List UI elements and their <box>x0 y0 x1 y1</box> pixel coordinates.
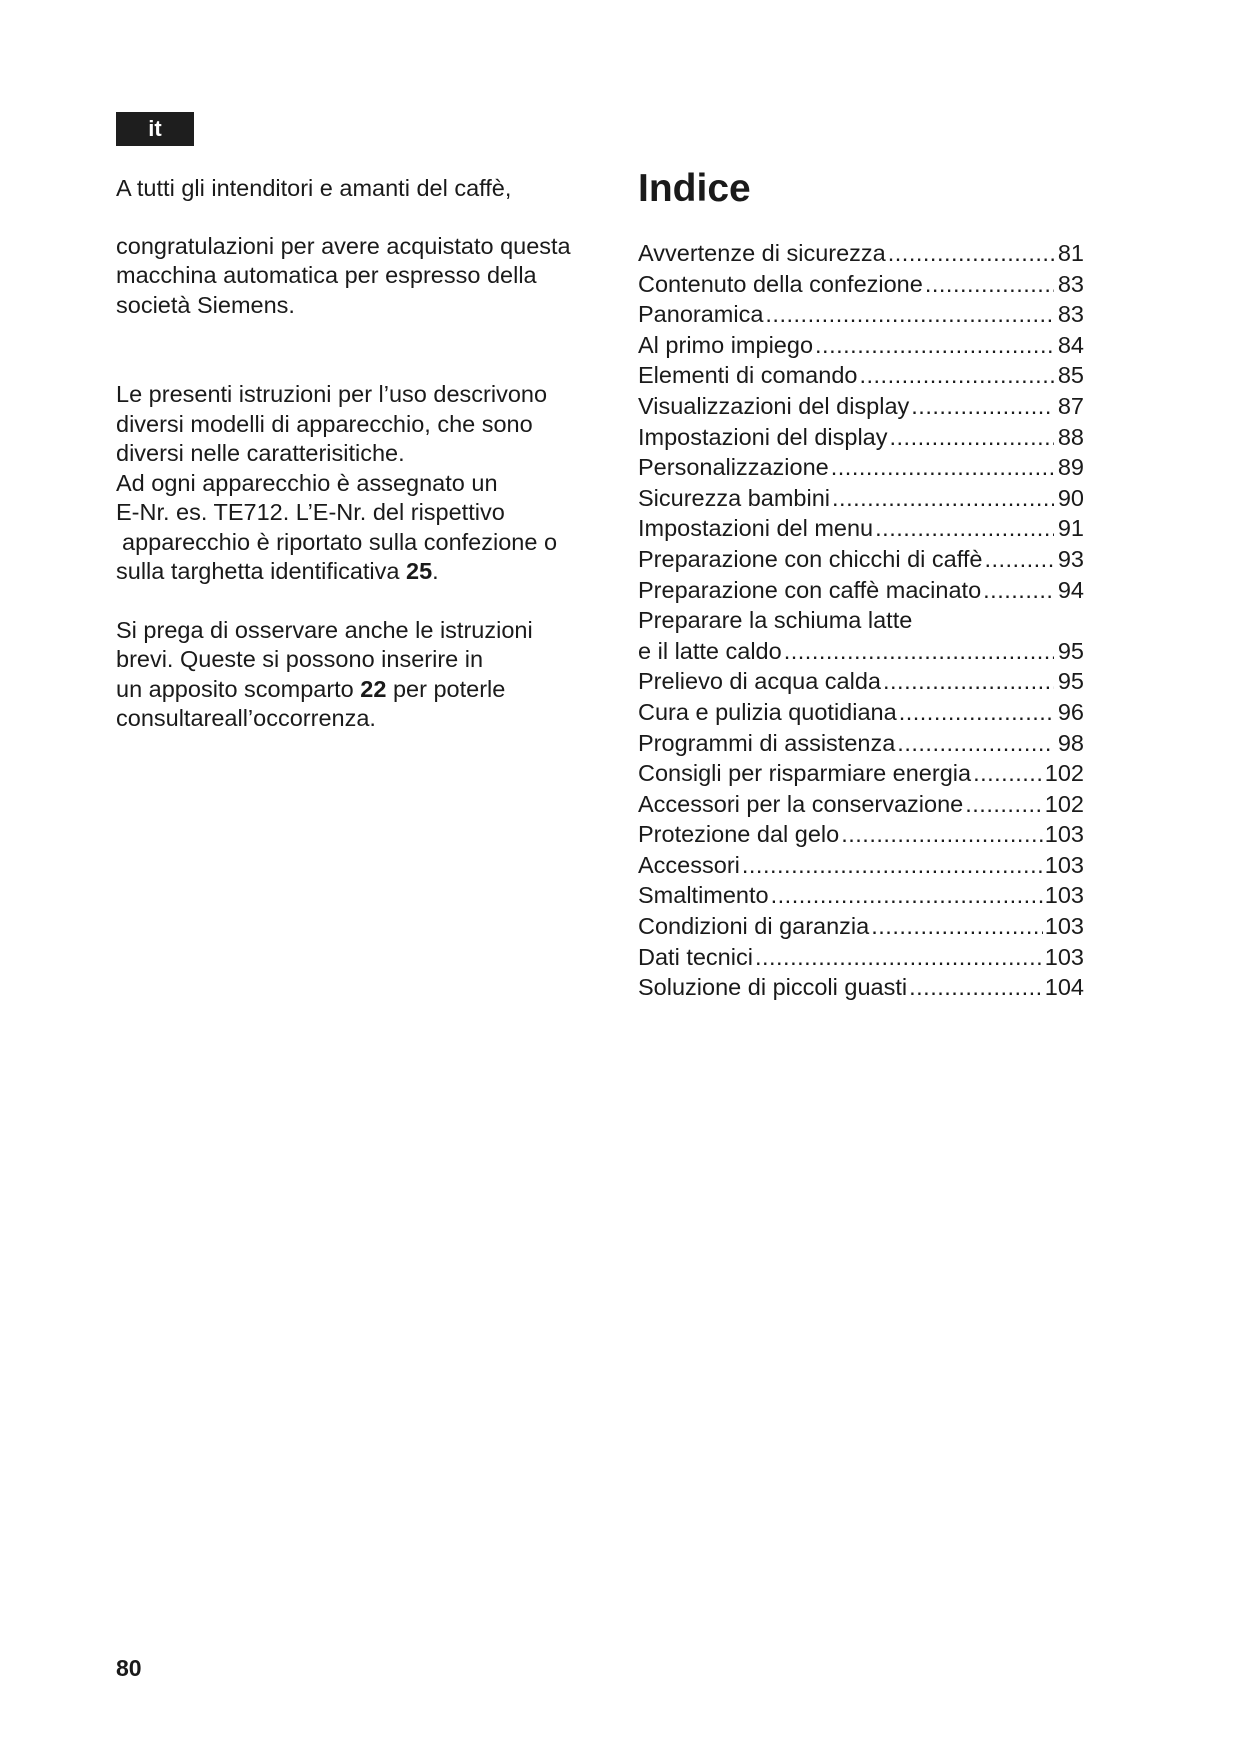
text-line: E-Nr. es. TE712. L’E-Nr. del rispettivo <box>116 499 505 525</box>
toc-entry-page: 83 <box>1057 301 1084 328</box>
toc-entry <box>638 758 1084 789</box>
toc-entry <box>638 544 1084 575</box>
text-line: Ad ogni apparecchio è assegnato un <box>116 469 498 496</box>
toc-leader-dots <box>765 299 1054 330</box>
greeting: A tutti gli intenditori e amanti del caffè, <box>116 175 512 201</box>
toc-entry-page: 85 <box>1057 362 1084 389</box>
toc-entry <box>638 880 1084 911</box>
toc-entry-page: 83 <box>1057 270 1084 297</box>
index-title: Indice <box>638 167 751 210</box>
toc-entry <box>638 850 1084 881</box>
toc-leader-dots <box>899 697 1054 728</box>
toc-entry-title: Preparazione con caffè macinato <box>638 576 982 603</box>
toc-entry-title: Impostazioni del menu <box>638 515 874 542</box>
toc-entry-title: e il latte caldo <box>638 637 782 664</box>
toc-entry-page: 81 <box>1057 240 1084 266</box>
toc-entry <box>638 360 1084 391</box>
toc-entry <box>638 513 1084 544</box>
toc-entry-page: 95 <box>1057 668 1084 695</box>
toc-leader-dots <box>888 238 1054 269</box>
intro-paragraph-2 <box>116 380 616 587</box>
toc-entry <box>638 391 1084 422</box>
toc-entry-page: 87 <box>1057 392 1084 419</box>
toc-leader-dots <box>925 269 1054 300</box>
toc-leader-dots <box>771 880 1043 911</box>
text-line: macchina automatica per espresso della <box>116 262 537 288</box>
toc-entry-page: 88 <box>1057 423 1084 450</box>
toc-entry-title: Programmi di assistenza <box>638 729 896 756</box>
toc-leader-dots <box>965 789 1043 820</box>
toc-entry <box>638 575 1084 606</box>
text-line: Si prega di osservare anche le istruzioni <box>116 616 533 643</box>
toc-entry-title: Soluzione di piccoli guasti <box>638 974 908 1001</box>
toc-leader-dots <box>841 819 1043 850</box>
toc-leader-dots <box>859 360 1054 391</box>
text-span: per poterle <box>386 675 506 702</box>
toc-entry-title: Cura e pulizia quotidiana <box>638 698 897 725</box>
toc-leader-dots <box>890 422 1055 453</box>
toc-entry-page: 96 <box>1057 698 1084 725</box>
toc-entry-title: Visualizzazioni del display <box>638 392 910 419</box>
toc-entry-title: Consigli per risparmiare energia <box>638 760 972 787</box>
language-badge: it <box>116 112 194 146</box>
text-line: società Siemens. <box>116 291 295 318</box>
toc-entry-page: 103 <box>1044 913 1084 940</box>
toc-entry <box>638 636 1084 667</box>
toc-entry <box>638 605 1088 636</box>
toc-entry-page: 93 <box>1057 545 1084 572</box>
toc-entry <box>638 911 1084 942</box>
toc-leader-dots <box>815 330 1054 361</box>
toc-entry-title: Panoramica <box>638 301 764 328</box>
toc-entry-page: 104 <box>1044 974 1084 1001</box>
toc-leader-dots <box>983 575 1054 606</box>
toc-entry <box>638 666 1084 697</box>
toc-entry <box>638 728 1084 759</box>
toc-entry-title: Prelievo di acqua calda <box>638 668 881 695</box>
toc-entry <box>638 299 1084 330</box>
toc-entry-page: 91 <box>1057 515 1084 542</box>
intro-paragraph-3 <box>116 616 616 734</box>
toc-entry-title: Dati tecnici <box>638 943 753 970</box>
reference-number: 22 <box>360 675 387 702</box>
toc-entry-title: Personalizzazione <box>638 454 829 481</box>
toc-leader-dots <box>909 972 1043 1003</box>
toc-entry <box>638 697 1084 728</box>
toc-entry-page: 90 <box>1057 484 1084 511</box>
toc-entry-page: 89 <box>1057 454 1084 481</box>
toc-leader-dots <box>984 544 1054 575</box>
toc-entry-page: 98 <box>1057 729 1084 756</box>
toc-leader-dots <box>911 391 1054 422</box>
toc-entry-title: Accessori per la conservazione <box>638 790 964 817</box>
text-line: brevi. Queste si possono inserire in <box>116 646 484 672</box>
toc-leader-dots <box>875 513 1054 544</box>
text-line: diversi nelle caratterisitiche. <box>116 440 405 466</box>
intro-paragraph-1 <box>116 232 616 321</box>
intro-text <box>116 174 616 734</box>
toc-entry <box>638 483 1084 514</box>
toc-entry-title: Smaltimento <box>638 882 769 909</box>
toc-leader-dots <box>742 850 1043 881</box>
toc-entry-page: 95 <box>1057 637 1084 664</box>
toc-entry <box>638 269 1084 300</box>
toc-entry-title: Impostazioni del display <box>638 423 888 450</box>
toc-entry <box>638 789 1084 820</box>
toc-entry-title: Al primo impiego <box>638 331 814 358</box>
text-line: Le presenti istruzioni per l’uso descrivono <box>116 381 548 407</box>
toc-leader-dots <box>871 911 1043 942</box>
toc-entry <box>638 972 1084 1003</box>
toc-entry-page: 103 <box>1044 851 1084 878</box>
toc-entry-title: Contenuto della confezione <box>638 270 923 297</box>
text-span: un apposito scomparto <box>116 675 361 702</box>
text-line <box>116 675 616 705</box>
toc-entry-page: 103 <box>1044 943 1084 970</box>
toc-entry-title: Protezione dal gelo <box>638 821 840 848</box>
toc-leader-dots <box>831 452 1054 483</box>
toc-entry-title: Avvertenze di sicurezza <box>638 240 886 266</box>
toc-entry-title: Preparazione con chicchi di caffè <box>638 545 983 572</box>
text-line: apparecchio è riportato sulla confezione o <box>122 528 558 555</box>
toc-leader-dots <box>784 636 1054 667</box>
toc-entry-page: 84 <box>1057 331 1084 358</box>
toc-leader-dots <box>897 728 1054 759</box>
text-span: sulla targhetta identificativa <box>116 558 406 584</box>
toc-list <box>638 238 1088 1003</box>
toc-entry-page: 103 <box>1044 882 1084 909</box>
table-of-contents <box>638 166 1088 1003</box>
toc-entry <box>638 942 1084 973</box>
toc-entry <box>638 422 1084 453</box>
toc-entry-title: Sicurezza bambini <box>638 484 831 511</box>
toc-entry <box>638 330 1084 361</box>
toc-leader-dots <box>755 942 1043 973</box>
toc-entry-page: 102 <box>1044 760 1084 787</box>
toc-entry-page: 94 <box>1057 576 1084 603</box>
toc-entry <box>638 238 1084 269</box>
page-number: 80 <box>116 1655 142 1681</box>
toc-entry-page: 103 <box>1044 821 1084 848</box>
toc-entry <box>638 819 1084 850</box>
toc-entry-title: Elementi di comando <box>638 362 858 389</box>
text-line: congratulazioni per avere acquistato questa <box>116 232 571 259</box>
text-line: consultareall’occorrenza. <box>116 705 376 731</box>
toc-entry-title: Preparare la schiuma latte <box>638 607 913 634</box>
text-line: diversi modelli di apparecchio, che sono <box>116 410 533 437</box>
reference-number: 25 <box>406 558 433 584</box>
toc-leader-dots <box>832 483 1054 514</box>
toc-entry-title: Condizioni di garanzia <box>638 913 870 940</box>
toc-leader-dots <box>973 758 1043 789</box>
toc-entry <box>638 452 1084 483</box>
toc-entry-title: Accessori <box>638 851 740 878</box>
toc-entry-page: 102 <box>1044 790 1084 817</box>
text-span: . <box>432 558 439 584</box>
toc-leader-dots <box>883 666 1054 697</box>
text-line <box>116 557 616 587</box>
